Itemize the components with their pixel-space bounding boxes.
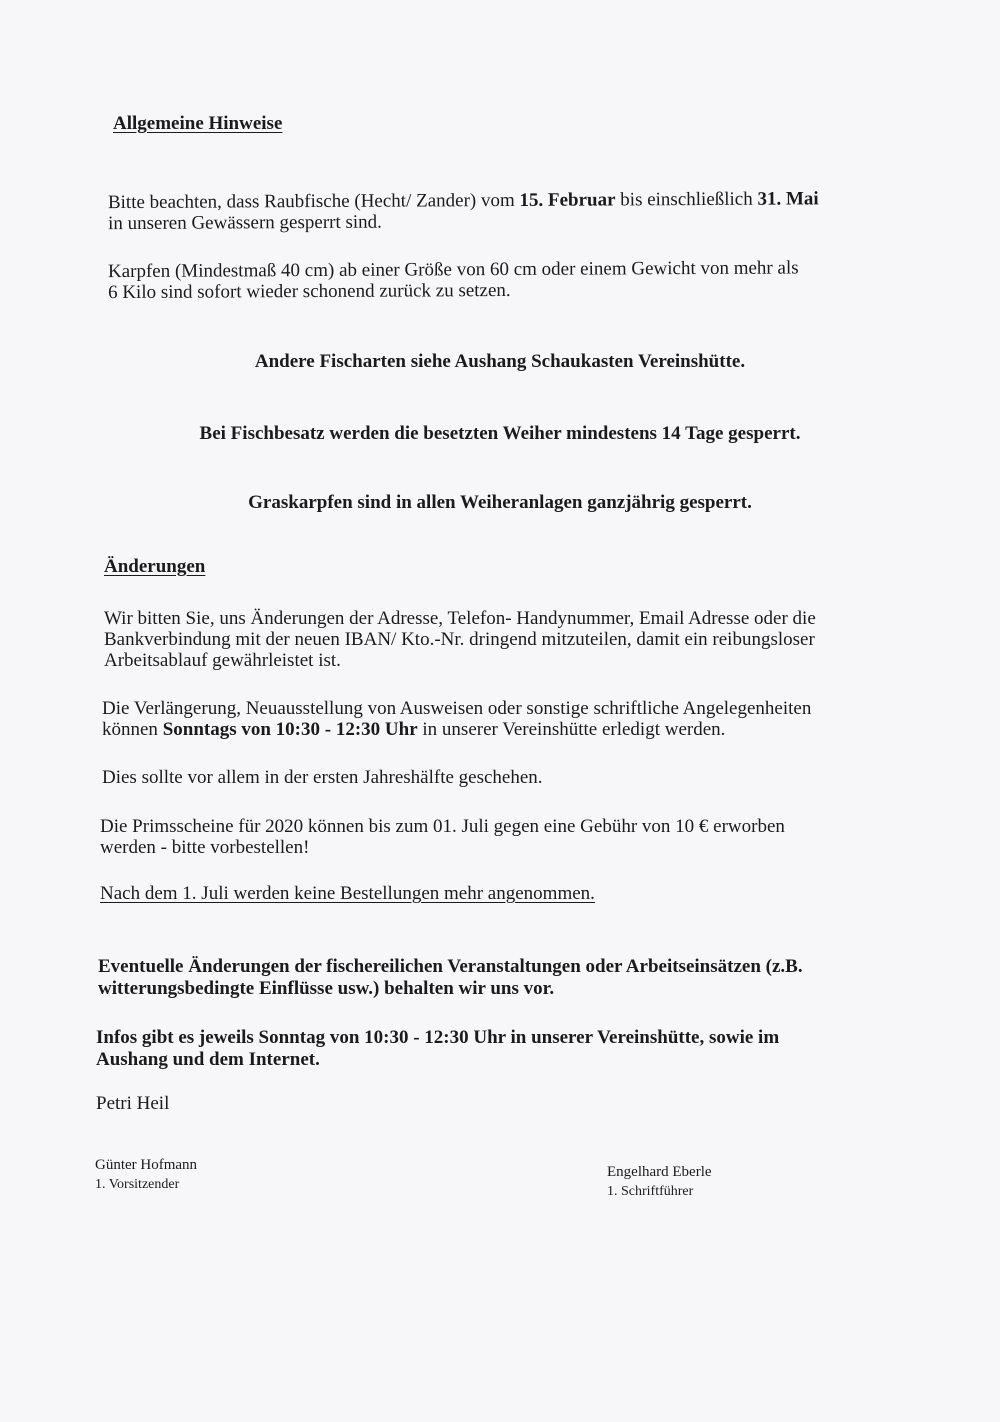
paragraph-contact-changes: Wir bitten Sie, uns Änderungen der Adresse, Telefon- Handynummer, Email Adresse oder die Bankverbindung mit der neuen IBAN/ Kto.-Nr. dringend mitzuteilen, damit ein reibungsloser Arbeitsablauf gewährleistet ist. [104, 608, 816, 671]
date-end: 31. Mai [757, 188, 819, 210]
paragraph-predator-closure [108, 188, 908, 234]
signature-left-role: 1. Vorsitzender [95, 1177, 180, 1192]
date-start: 15. Februar [519, 189, 616, 211]
line-2: in unseren Gewässern gesperrt sind. [108, 211, 382, 235]
signature-right-role: 1. Schriftführer [607, 1184, 694, 1199]
heading-general-notes: Allgemeine Hinweise [113, 113, 283, 134]
closing-greeting: Petri Heil [96, 1093, 170, 1114]
signature-left-name: Günter Hofmann [95, 1157, 198, 1173]
paragraph-permits: Die Primsscheine für 2020 können bis zum 01. Juli gegen eine Gebühr von 10 € erworben werden - bitte vorbestellen! [100, 816, 785, 858]
paragraph-office-hours: Die Verlängerung, Neuausstellung von Ausweisen oder sonstige schriftliche Angelegenheiten können Sonntags von 10:30 - 12:30 Uhr in unserer Vereinshütte erledigt werden. [102, 698, 812, 740]
paragraph-order-deadline: Nach dem 1. Juli werden keine Bestellungen mehr angenommen. [100, 883, 595, 904]
notice-other-species: Andere Fischarten siehe Aushang Schaukasten Vereinshütte. [254, 351, 746, 372]
note-info: Infos gibt es jeweils Sonntag von 10:30 - 12:30 Uhr in unserer Vereinshütte, sowie im Aushang und dem Internet. [96, 1027, 780, 1070]
office-hours-time: Sonntags von 10:30 - 12:30 Uhr [162, 719, 418, 740]
heading-changes: Änderungen [104, 556, 206, 577]
paragraph-first-half-year: Dies sollte vor allem in der ersten Jahreshälfte geschehen. [102, 767, 543, 788]
notice-grass-carp: Graskarpfen sind in allen Weiheranlagen ganzjährig gesperrt. [248, 492, 752, 513]
note-event-changes: Eventuelle Änderungen der fischereilichen Veranstaltungen oder Arbeitseinsätzen (z.B. witterungsbedingte Einflüsse usw.) behalten wir uns vor. [98, 956, 803, 999]
paragraph-carp-rule: Karpfen (Mindestmaß 40 cm) ab einer Größe von 60 cm oder einem Gewicht von mehr als 6 Kilo sind sofort wieder schonend zurück zu setzen. [107, 257, 799, 304]
signature-right-name: Engelhard Eberle [607, 1164, 712, 1180]
line-1: Bitte beachten, dass Raubfische (Hecht/ Zander) vom 15. Februar bis einschließlich 31. Mai [107, 188, 819, 214]
notice-stocking-closure: Bei Fischbesatz werden die besetzten Weiher mindestens 14 Tage gesperrt. [199, 423, 801, 444]
